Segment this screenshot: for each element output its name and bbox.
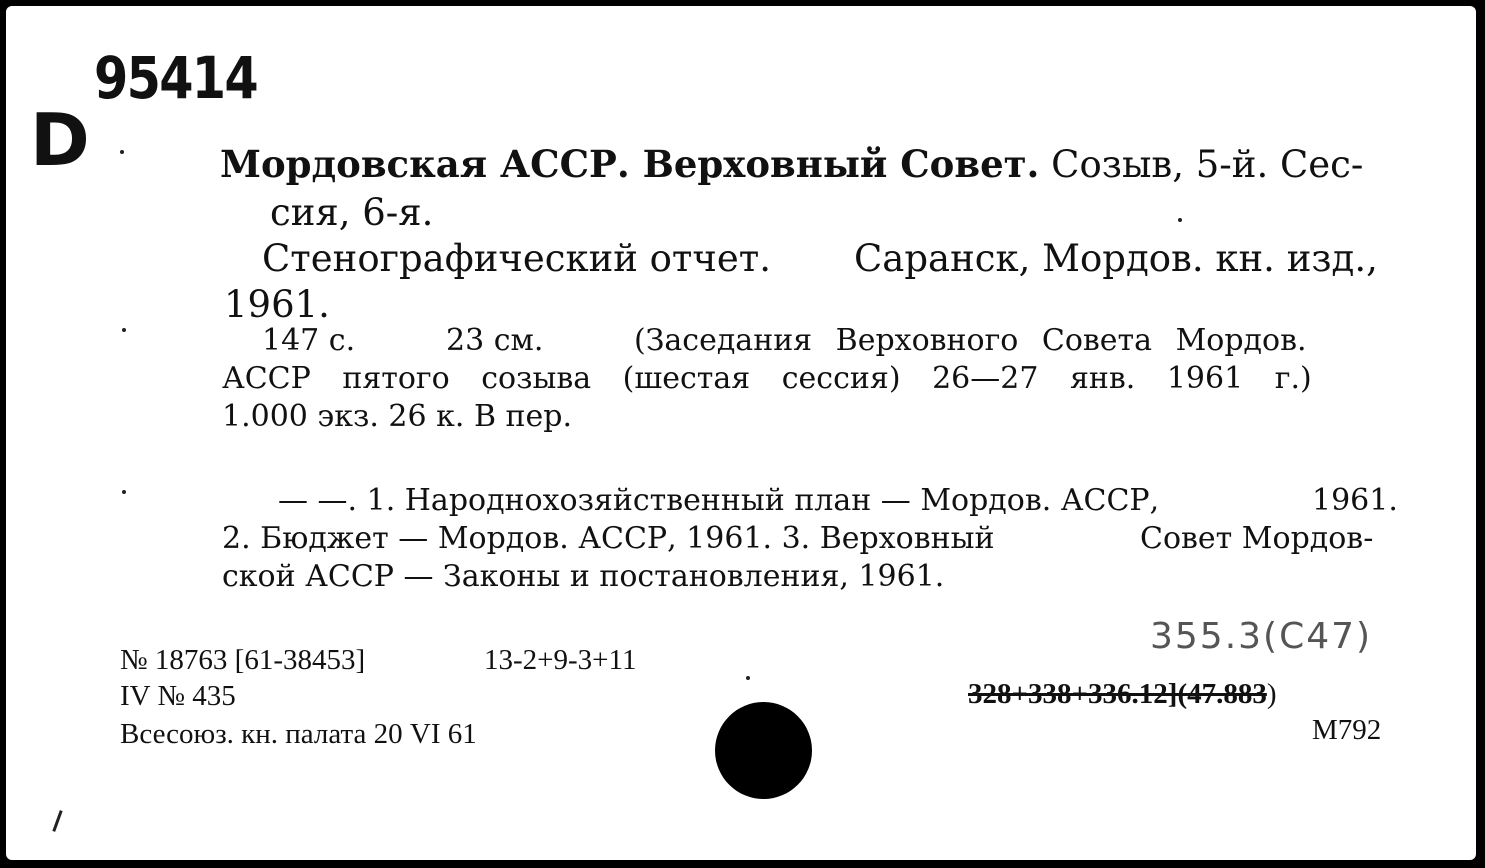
- subjects-line-1: — —. 1. Народнохозяйственный план — Мордов. АССР,: [278, 483, 1160, 518]
- collation-series: (Заседания Верховного Совета Мордов.: [634, 323, 1307, 358]
- subjects-line-3: ской АССР — Законы и постановления, 1961.: [222, 559, 945, 594]
- punch-hole: [715, 702, 812, 799]
- series-number: IV № 435: [120, 680, 236, 712]
- udc-annotation: 355.3(С47): [1150, 616, 1373, 657]
- book-chamber: Всесоюз. кн. палата 20 VI 61: [120, 718, 477, 750]
- publication-year: 1961.: [224, 283, 330, 326]
- imprint: Саранск, Мордов. кн. изд.,: [854, 237, 1378, 280]
- classification-letter: D: [30, 98, 90, 182]
- heading-continuation: сия, 6-я.: [270, 191, 434, 234]
- accession-number: 95414: [94, 44, 258, 112]
- subjects-line-2: 2. Бюджет — Мордов. АССР, 1961. 3. Верховный: [222, 521, 995, 556]
- heading-line: [220, 142, 1364, 186]
- speck: [122, 490, 126, 494]
- speck: [122, 328, 126, 332]
- udc-line: [968, 680, 1277, 709]
- collation-line-2: АССР пятого созыва (шестая сессия) 26—27 янв. 1961 г.): [222, 361, 1312, 396]
- title: Стенографический отчет.: [262, 237, 771, 280]
- collation-size: 23 см.: [446, 323, 544, 358]
- udc-close: ): [1266, 678, 1277, 710]
- heading-rest: Созыв, 5-й. Сес-: [1039, 143, 1364, 186]
- shelf-mark: М792: [1312, 714, 1382, 746]
- corporate-author: Мордовская АССР. Верховный Совет.: [220, 142, 1040, 186]
- collation-line-3: 1.000 экз. 26 к. В пер.: [222, 399, 573, 434]
- subjects-line-1-end: 1961.: [1312, 483, 1398, 518]
- udc-struck: 328+338+336.12](47.883: [968, 678, 1267, 710]
- pen-mark: [52, 810, 62, 832]
- collation-pages: 147 с.: [262, 323, 356, 358]
- record-number: № 18763 [61-38453]: [120, 644, 366, 676]
- speck: [746, 676, 750, 680]
- speck: [1178, 218, 1182, 222]
- catalog-card: [6, 6, 1476, 860]
- codes: 13-2+9-3+11: [484, 644, 637, 676]
- speck: [120, 150, 124, 154]
- subjects-line-2-end: Совет Мордов-: [1140, 521, 1374, 556]
